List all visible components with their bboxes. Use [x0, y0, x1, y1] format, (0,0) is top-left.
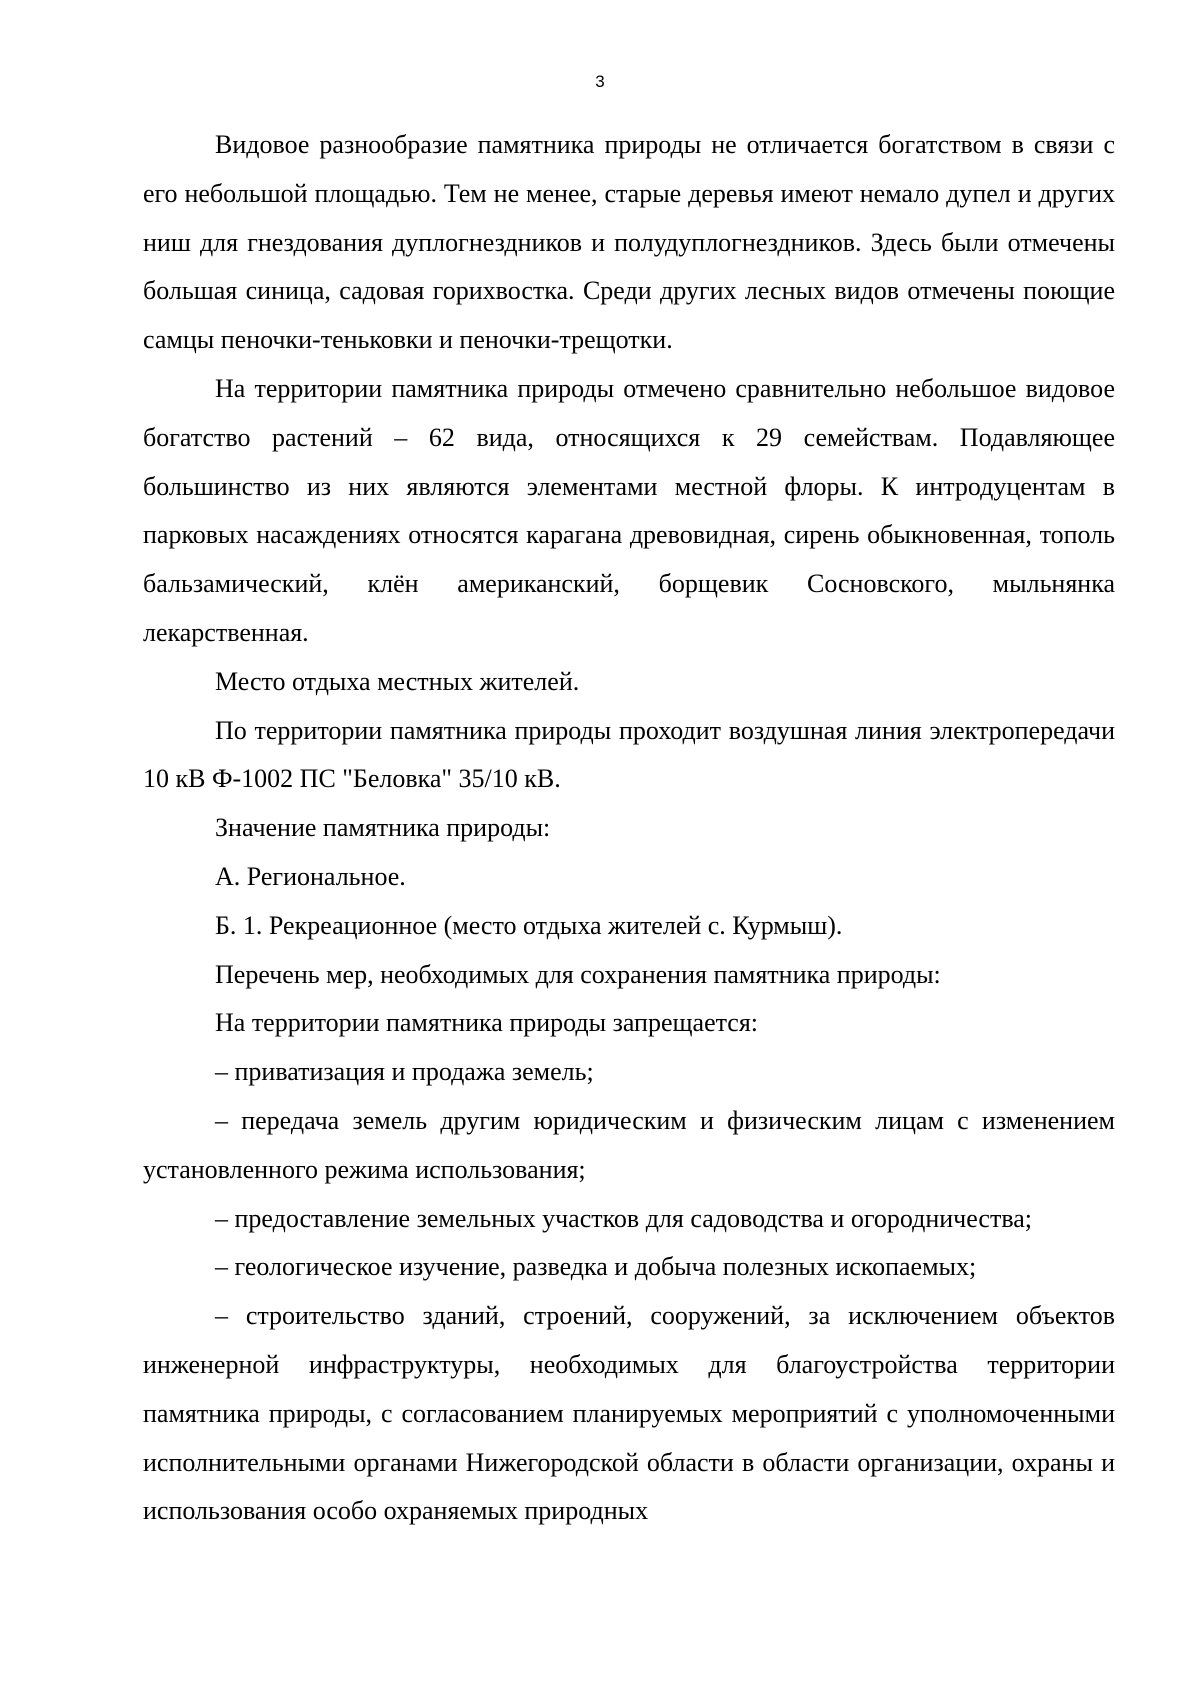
paragraph-significance-heading: Значение памятника природы:	[215, 813, 551, 843]
paragraph-significance-regional: А. Региональное.	[215, 861, 406, 891]
document-body	[143, 121, 1115, 1536]
paragraph-significance-recreational: Б. 1. Рекреационное (место отдыха жителей с. Курмыш).	[215, 910, 843, 940]
list-item-land-transfer: – передача земель другим юридическим и физическим лицам с изменением установленного режима использования;	[143, 1105, 1115, 1184]
paragraph-plant-diversity: На территории памятника природы отмечено сравнительно небольшое видовое богатство растений – 62 вида, относящихся к 29 семействам. Подавляющее большинство из них являются элементами местной флоры. К интродуцентам в парковых насаждениях относятся карагана древовидная, сирень обыкновенная, тополь бальзамический, клён американский, борщевик Сосновского, мыльнянка лекарственная.	[143, 373, 1115, 647]
list-item-gardening: – предоставление земельных участков для садоводства и огородничества;	[215, 1203, 1033, 1233]
paragraph-power-line: По территории памятника природы проходит воздушная линия электропередачи 10 кВ Ф-1002 ПС "Беловка" 35/10 кВ.	[143, 715, 1115, 794]
list-item-privatization: – приватизация и продажа земель;	[215, 1057, 594, 1087]
paragraph-prohibited-heading: На территории памятника природы запрещается:	[215, 1008, 759, 1038]
paragraph-recreation-place: Место отдыха местных жителей.	[215, 666, 580, 696]
paragraph-species-diversity: Видовое разнообразие памятника природы не отличается богатством в связи с его небольшой площадью. Тем не менее, старые деревья имеют немало дупел и других ниш для гнездования дуплогнездников и полудуплогнездников. Здесь были отмечены большая синица, садовая горихвостка. Среди других лесных видов отмечены поющие самцы пеночки-теньковки и пеночки-трещотки.	[143, 130, 1115, 355]
paragraph-measures-heading: Перечень мер, необходимых для сохранения памятника природы:	[215, 959, 941, 989]
list-item-geological: – геологическое изучение, разведка и добыча полезных ископаемых;	[215, 1252, 977, 1282]
list-item-construction: – строительство зданий, строений, сооружений, за исключением объектов инженерной инфраструктуры, необходимых для благоустройства территории памятника природы, с согласованием планируемых мероприятий с уполномоченными исполнительными органами Нижегородской области в области организации, охраны и использования особо охраняемых природных	[143, 1301, 1115, 1526]
page-number: 3	[595, 72, 605, 91]
